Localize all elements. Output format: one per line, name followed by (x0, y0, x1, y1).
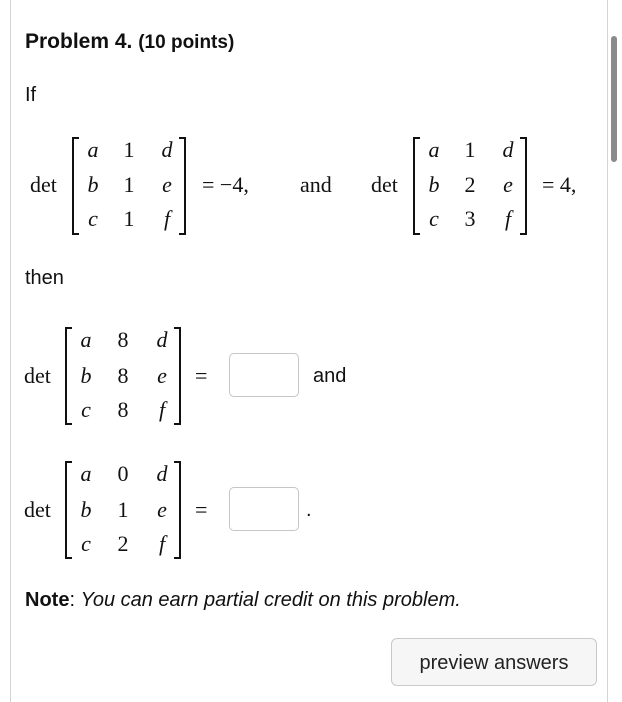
matrix-cell: c (88, 206, 98, 231)
problem-points: (10 points) (138, 32, 235, 53)
matrix-cell: d (502, 137, 514, 162)
matrix-cell: e (162, 172, 172, 197)
question-matrix-2 (65, 461, 181, 557)
if-label: If (25, 84, 37, 106)
then-label: then (25, 267, 64, 289)
matrix-cell: f (163, 206, 171, 231)
matrix-cell: 1 (123, 172, 135, 197)
matrix-cell: 1 (464, 137, 476, 162)
matrix-cell: a (80, 327, 92, 352)
answer-input-2[interactable] (229, 487, 299, 531)
matrix-cell: b (80, 363, 92, 388)
matrix-cell: 0 (117, 461, 129, 486)
scrollbar[interactable] (611, 36, 617, 162)
question-matrix-1 (65, 327, 181, 423)
problem-number: Problem 4. (25, 30, 133, 53)
matrix-cell: b (87, 172, 99, 197)
matrix-cell: c (429, 206, 439, 231)
given-2-result: = 4, (542, 172, 577, 197)
note-text: You can earn partial credit on this problem. (80, 589, 461, 611)
note-colon: : (69, 589, 76, 611)
given-matrix-1 (72, 137, 186, 233)
problem-title (25, 30, 234, 54)
det-label-3: det (24, 363, 51, 388)
given-matrix-2 (413, 137, 527, 233)
period-label: . (306, 499, 312, 521)
matrix-cell: d (156, 327, 168, 352)
det-label-2: det (371, 172, 398, 197)
matrix-cell: e (503, 172, 513, 197)
answer-input-1[interactable] (229, 353, 299, 397)
matrix-cell: b (428, 172, 440, 197)
matrix-cell: 2 (117, 531, 129, 556)
matrix-cell: d (161, 137, 173, 162)
matrix-cell: f (504, 206, 512, 231)
preview-answers-button[interactable]: preview answers (391, 638, 597, 686)
given-1-result: = −4, (202, 172, 249, 197)
matrix-cell: 1 (123, 206, 135, 231)
det-label-4: det (24, 497, 51, 522)
det-label-1: det (30, 172, 57, 197)
matrix-cell: 1 (117, 497, 129, 522)
equals-sign-1: = (195, 363, 208, 388)
and-label-1: and (300, 172, 332, 197)
matrix-cell: e (157, 497, 167, 522)
and-label-2: and (313, 365, 347, 387)
matrix-cell: d (156, 461, 168, 486)
matrix-cell: f (158, 531, 166, 556)
matrix-cell: c (81, 531, 91, 556)
matrix-cell: a (87, 137, 99, 162)
note-line (25, 589, 461, 612)
matrix-cell: e (157, 363, 167, 388)
matrix-cell: f (158, 397, 166, 422)
matrix-cell: a (428, 137, 440, 162)
matrix-cell: 8 (117, 327, 129, 352)
matrix-cell: 8 (117, 363, 129, 388)
note-label: Note (25, 589, 70, 611)
matrix-cell: 3 (464, 206, 476, 231)
matrix-cell: 8 (117, 397, 129, 422)
matrix-cell: 2 (464, 172, 476, 197)
matrix-cell: 1 (123, 137, 135, 162)
matrix-cell: a (80, 461, 92, 486)
matrix-cell: b (80, 497, 92, 522)
equals-sign-2: = (195, 497, 208, 522)
matrix-cell: c (81, 397, 91, 422)
